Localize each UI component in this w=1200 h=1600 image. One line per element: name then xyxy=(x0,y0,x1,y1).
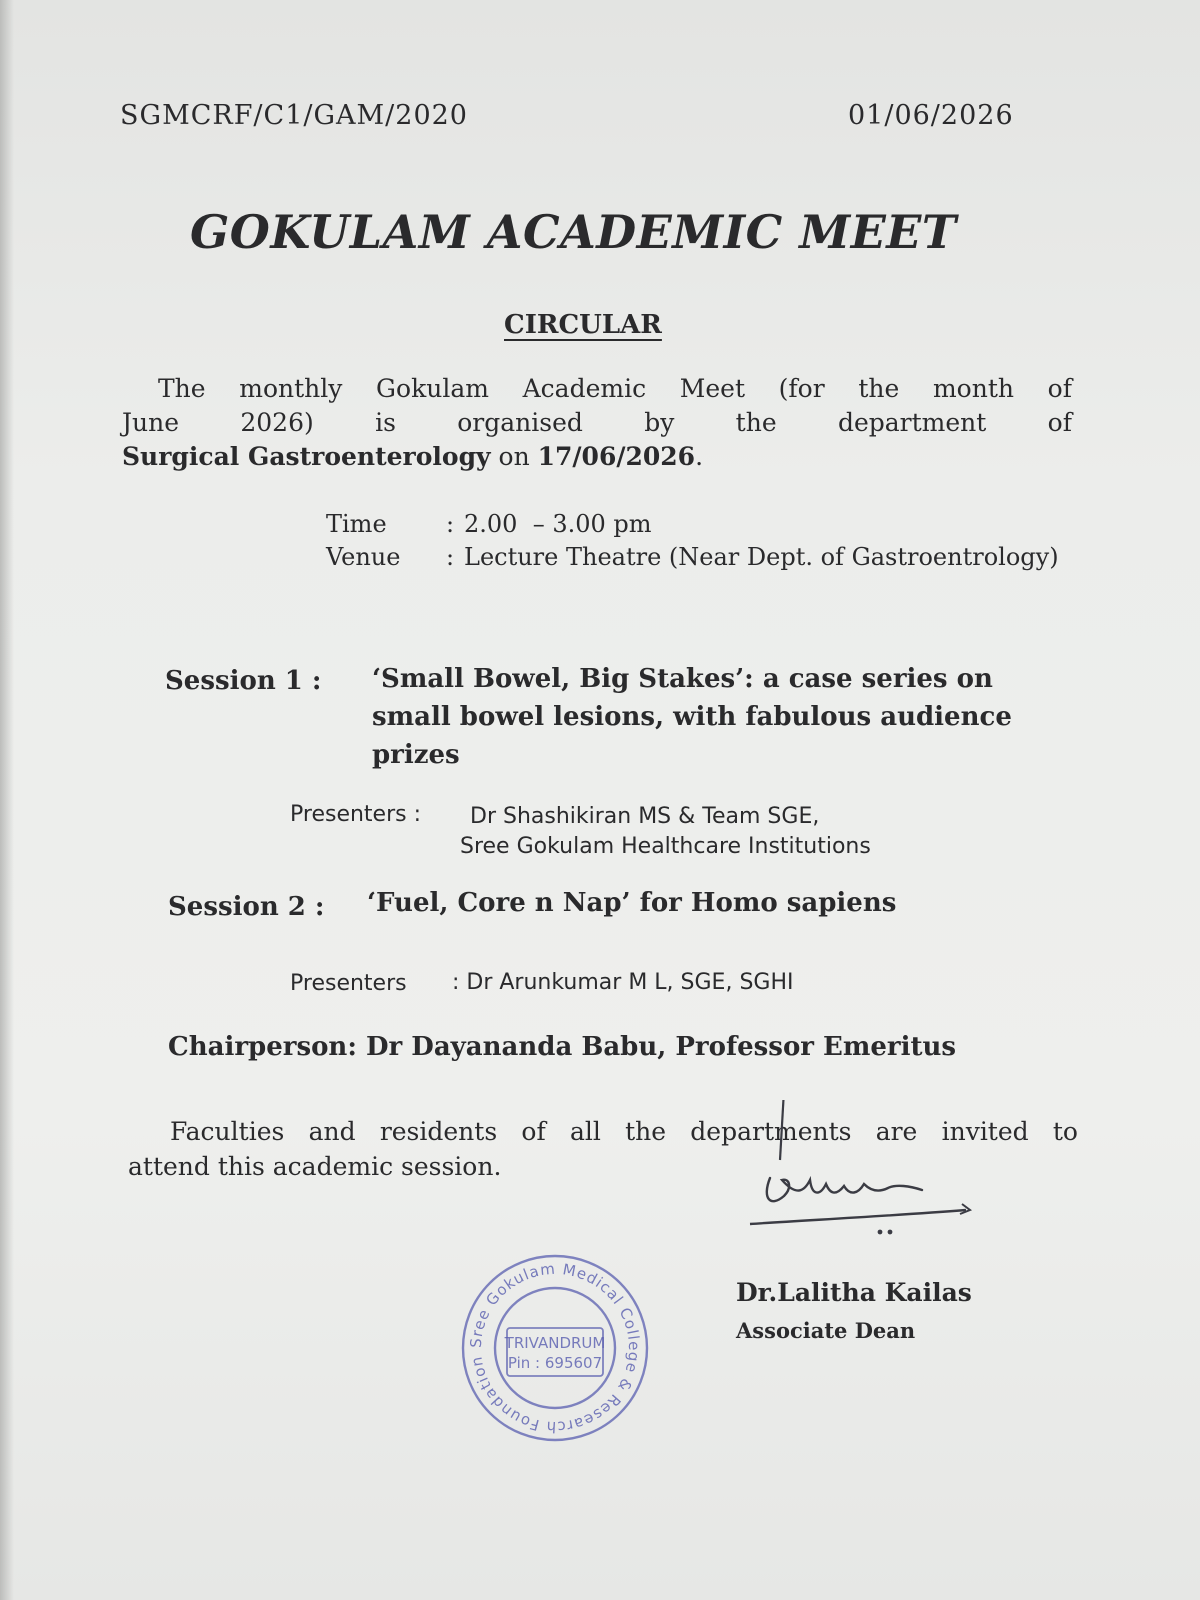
event-details xyxy=(326,508,1059,574)
session-2-title: ‘Fuel, Core n Nap’ for Homo sapiens xyxy=(367,888,897,918)
time-value: 2.00 – 3.00 pm xyxy=(464,510,652,538)
intro-line-2: June 2026) is organised by the department of xyxy=(122,408,1072,437)
venue-row: Venue : Lecture Theatre (Near Dept. of Gastroentrology) xyxy=(326,541,1059,574)
page-edge-shadow xyxy=(0,0,14,1600)
circular-heading: CIRCULAR xyxy=(504,310,662,340)
department-name: Surgical Gastroenterology xyxy=(122,442,491,471)
seal-ring-text: Sree Gokulam Medical College & Research Foundation xyxy=(466,1259,644,1437)
invitation-line-2: attend this academic session. xyxy=(128,1152,502,1181)
handwritten-signature xyxy=(740,1100,1000,1250)
seal-pin: Pin : 695607 xyxy=(507,1354,603,1372)
signatory-role: Associate Dean xyxy=(736,1318,916,1343)
venue-label: Venue xyxy=(326,543,401,571)
reference-number: SGMCRF/C1/GAM/2020 xyxy=(120,100,468,131)
seal-city: TRIVANDRUM xyxy=(504,1334,606,1352)
time-label: Time xyxy=(326,510,387,538)
intro-line-1: The monthly Gokulam Academic Meet (for the month of xyxy=(158,374,1072,403)
issue-date: 01/06/2026 xyxy=(848,100,1014,131)
venue-value: Lecture Theatre (Near Dept. of Gastroentrology) xyxy=(464,543,1059,571)
intro-paragraph xyxy=(122,372,1072,474)
session-2-presenters-label: Presenters xyxy=(290,971,407,996)
session-2-label: Session 2 : xyxy=(168,892,325,922)
intro-line-3: Surgical Gastroenterology on 17/06/2026. xyxy=(122,442,704,471)
session-1-presenters: Dr Shashikiran MS & Team SGE, Sree Gokulam Healthcare Institutions xyxy=(460,804,871,859)
session-1-title: ‘Small Bowel, Big Stakes’: a case series on small bowel lesions, with fabulous audience prizes xyxy=(372,664,1012,770)
signatory-name: Dr.Lalitha Kailas xyxy=(736,1278,972,1307)
session-1-label: Session 1 : xyxy=(165,666,322,696)
time-row: Time : 2.00 – 3.00 pm xyxy=(326,508,1059,541)
event-date: 17/06/2026 xyxy=(537,442,696,471)
session-2-presenters: : Dr Arunkumar M L, SGE, SGHI xyxy=(452,970,794,995)
session-1-presenters-label: Presenters : xyxy=(290,802,421,827)
chairperson: Chairperson: Dr Dayananda Babu, Professor Emeritus xyxy=(168,1032,957,1062)
invitation-line-1: Faculties and residents of all the departments are invited to xyxy=(170,1117,1078,1146)
document-title: GOKULAM ACADEMIC MEET xyxy=(190,205,957,259)
institution-seal-stamp xyxy=(455,1248,655,1448)
